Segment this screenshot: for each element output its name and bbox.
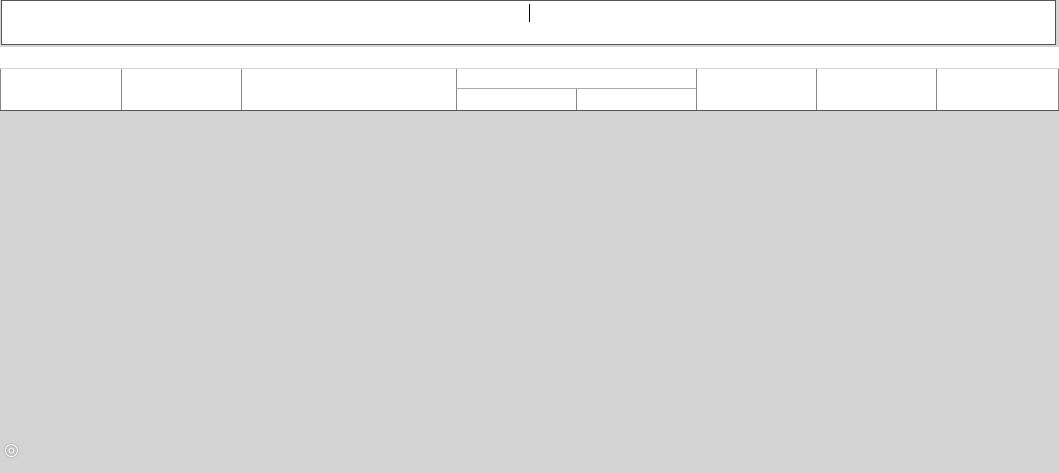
header-spacer	[0, 111, 1059, 127]
header-glass-spec[interactable]	[241, 69, 456, 110]
header-length[interactable]	[456, 89, 576, 110]
header-area[interactable]	[696, 69, 816, 110]
header-material-name[interactable]	[0, 69, 121, 110]
watermark	[4, 440, 19, 460]
header-group-spec[interactable]	[456, 69, 696, 89]
schedule-title-cell[interactable]	[1, 0, 1056, 45]
header-image[interactable]	[936, 69, 1059, 110]
schedule-title[interactable]	[2, 1, 1055, 27]
header-count[interactable]	[816, 69, 936, 110]
watermark-icon: ◎	[4, 440, 19, 460]
header-width[interactable]	[576, 89, 696, 110]
header-row	[0, 69, 1059, 111]
text-caret	[529, 4, 530, 22]
header-location[interactable]	[121, 69, 241, 110]
column-letter-bar	[0, 47, 1059, 68]
